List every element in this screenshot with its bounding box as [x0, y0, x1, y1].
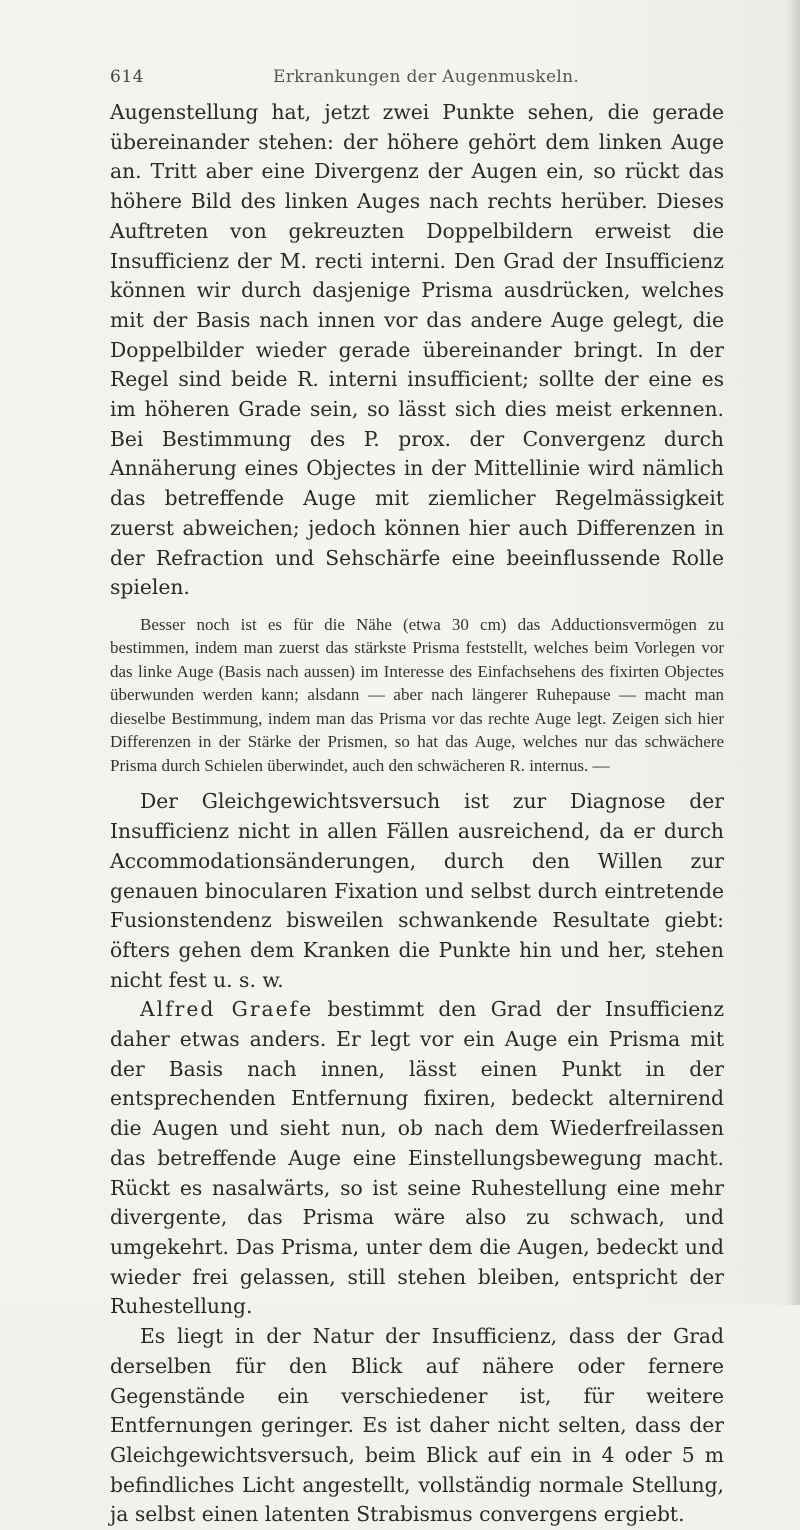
paragraph-2: Der Gleichgewichtsversuch ist zur Diagnose der Insufficienz nicht in allen Fällen ausreichend, da er durch Accommodationsänderungen, durch den Willen zur genauen binocularen Fixation und selbst durch eintretende Fusionstendenz bisweilen schwankende Resultate giebt: öfters gehen dem Kranken die Punkte hin und her, stehen nicht fest u. s. w. [110, 789, 724, 992]
running-head: Erkrankungen der Augenmuskeln. [273, 67, 580, 87]
page-edge-shadow [786, 0, 800, 1305]
page-body [110, 98, 724, 1530]
author-name: Alfred Graefe [140, 997, 314, 1022]
page-number: 614 [110, 67, 144, 87]
page-header [110, 67, 710, 91]
paragraph-1: Augenstellung hat, jetzt zwei Punkte sehen, die gerade übereinander stehen: der höhere gehört dem linken Auge an. Tritt aber eine Divergenz der Augen ein, so rückt das höhere Bild des linken Auges nach rechts herüber. Dieses Auftreten von gekreuzten Doppelbildern erweist die Insufficienz der M. recti interni. Den Grad der Insufficienz können wir durch dasjenige Prisma ausdrücken, welches mit der Basis nach innen vor das andere Auge gelegt, die Doppelbilder wieder gerade übereinander bringt. In der Regel sind beide R. interni insufficient; sollte der eine es im höheren Grade sein, so lässt sich dies meist erkennen. Bei Bestimmung des P. prox. der Convergenz durch Annäherung eines Objectes in der Mittellinie wird nämlich das betreffende Auge mit ziemlicher Regelmässigkeit zuerst abweichen; jedoch können hier auch Differenzen in der Refraction und Sehschärfe eine beeinflussende Rolle spielen. [110, 100, 724, 600]
small-print-note: Besser noch ist es für die Nähe (etwa 30 cm) das Adductionsvermögen zu bestimmen, indem man zuerst das stärkste Prisma feststellt, welches beim Vorlegen vor das linke Auge (Basis nach aussen) im Interesse des Einfachsehens des fixirten Objectes überwunden werden kann; alsdann — aber nach längerer Ruhepause — macht man dieselbe Bestimmung, indem man das Prisma vor das rechte Auge legt. Zeigen sich hier Differenzen in der Stärke der Prismen, so hat das Auge, welches nur das schwächere Prisma durch Schielen überwindet, auch den schwächeren R. internus. — [110, 614, 724, 775]
paragraph-4: Es liegt in der Natur der Insufficienz, dass der Grad derselben für den Blick auf nähere oder fernere Gegenstände ein verschiedener ist, für weitere Entfernungen geringer. Es ist daher nicht selten, dass der Gleichgewichtsversuch, beim Blick auf ein in 4 oder 5 m befindliches Licht angestellt, vollständig normale Stellung, ja selbst einen latenten Strabismus convergens ergiebt. [110, 1324, 724, 1527]
paragraph-3-text: bestimmt den Grad der Insufficienz daher etwas anders. Er legt vor ein Auge ein Prisma mit der Basis nach innen, lässt einen Punkt in der entsprechenden Entfernung fixiren, bedeckt alternirend die Augen und sieht nun, ob nach dem Wiederfreilassen das betreffende Auge eine Einstellungsbewegung macht. Rückt es nasalwärts, so ist seine Ruhestellung eine mehr divergente, das Prisma wäre also zu schwach, und umgekehrt. Das Prisma, unter dem die Augen, bedeckt und wieder frei gelassen, still stehen bleiben, entspricht der Ruhestellung. [110, 997, 725, 1319]
paragraph-3 [110, 995, 724, 1322]
